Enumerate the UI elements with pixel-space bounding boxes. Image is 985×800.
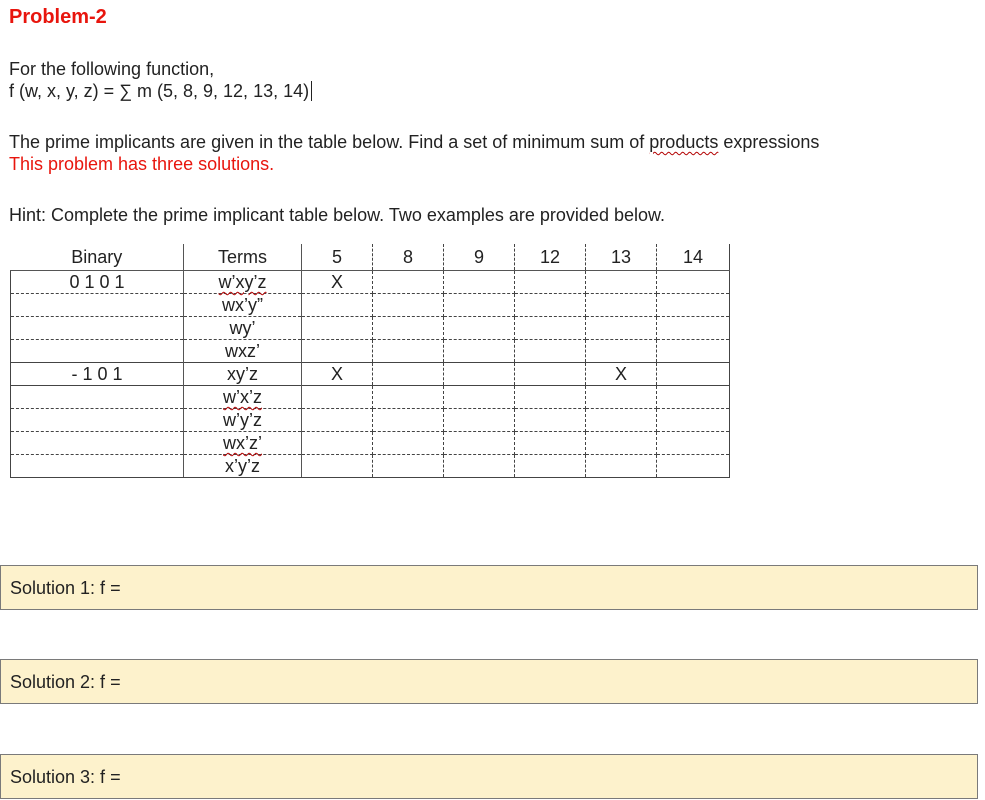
- solution-1-label: Solution 1: f =: [10, 578, 121, 598]
- mark-cell[interactable]: [657, 409, 730, 432]
- mark-cell[interactable]: [586, 294, 657, 317]
- header-binary: Binary: [11, 244, 184, 271]
- binary-cell[interactable]: 0 1 0 1: [11, 271, 184, 294]
- header-minterm-9: 9: [444, 244, 515, 271]
- mark-cell[interactable]: [586, 386, 657, 409]
- mark-cell[interactable]: [657, 294, 730, 317]
- prime-text-after: expressions: [718, 132, 820, 152]
- solution-2-input[interactable]: [126, 671, 830, 694]
- header-minterm-12: 12: [515, 244, 586, 271]
- binary-cell[interactable]: [11, 409, 184, 432]
- table-row: [11, 317, 730, 340]
- mark-cell[interactable]: [586, 455, 657, 478]
- function-text: f (w, x, y, z) = ∑ m (5, 8, 9, 12, 13, 14): [9, 81, 310, 101]
- mark-cell[interactable]: X: [302, 271, 373, 294]
- table-row: [11, 409, 730, 432]
- mark-cell[interactable]: [515, 455, 586, 478]
- mark-cell[interactable]: X: [302, 363, 373, 386]
- mark-cell[interactable]: [302, 294, 373, 317]
- mark-cell[interactable]: [373, 432, 444, 455]
- mark-cell[interactable]: [444, 294, 515, 317]
- header-minterm-13: 13: [586, 244, 657, 271]
- hint-text: Hint: Complete the prime implicant table below. Two examples are provided below.: [9, 205, 666, 225]
- term-cell[interactable]: x’y’z: [184, 455, 302, 478]
- mark-cell[interactable]: [515, 340, 586, 363]
- binary-cell[interactable]: [11, 386, 184, 409]
- mark-cell[interactable]: [444, 363, 515, 386]
- prime-implicants-text: [9, 131, 819, 153]
- mark-cell[interactable]: [444, 432, 515, 455]
- term-cell[interactable]: w’y’z: [184, 409, 302, 432]
- three-solutions-note: This problem has three solutions.: [9, 154, 275, 174]
- text-cursor: [311, 81, 312, 101]
- table-row: [11, 386, 730, 409]
- mark-cell[interactable]: [515, 409, 586, 432]
- mark-cell[interactable]: [373, 294, 444, 317]
- mark-cell[interactable]: [657, 340, 730, 363]
- mark-cell[interactable]: [373, 317, 444, 340]
- header-minterm-8: 8: [373, 244, 444, 271]
- mark-cell[interactable]: [444, 271, 515, 294]
- prime-implicant-table: [10, 244, 730, 478]
- mark-cell[interactable]: [515, 271, 586, 294]
- solution-2-label: Solution 2: f =: [10, 672, 121, 692]
- mark-cell[interactable]: [302, 386, 373, 409]
- term-text: w’xy’z: [218, 272, 267, 292]
- term-text: w’x’z: [223, 387, 262, 407]
- mark-cell[interactable]: [444, 409, 515, 432]
- prime-text-before: The prime implicants are given in the table below. Find a set of minimum sum of: [9, 132, 650, 152]
- mark-cell[interactable]: [657, 317, 730, 340]
- intro-text: For the following function,: [9, 59, 215, 79]
- binary-cell[interactable]: [11, 340, 184, 363]
- solution-3-input[interactable]: [126, 766, 830, 789]
- mark-cell[interactable]: [657, 432, 730, 455]
- solution-3-box[interactable]: [0, 754, 978, 799]
- table-header-row: [11, 244, 730, 271]
- mark-cell[interactable]: [373, 363, 444, 386]
- mark-cell[interactable]: [586, 432, 657, 455]
- table-row: [11, 455, 730, 478]
- mark-cell[interactable]: [586, 317, 657, 340]
- table-row: [11, 340, 730, 363]
- binary-cell[interactable]: [11, 455, 184, 478]
- solution-3-label: Solution 3: f =: [10, 767, 121, 787]
- table-row: [11, 294, 730, 317]
- mark-cell[interactable]: [657, 455, 730, 478]
- mark-cell[interactable]: [657, 271, 730, 294]
- mark-cell[interactable]: [515, 363, 586, 386]
- table-row: [11, 432, 730, 455]
- solution-1-box[interactable]: [0, 565, 978, 610]
- binary-cell[interactable]: [11, 317, 184, 340]
- term-cell[interactable]: [184, 271, 302, 294]
- term-cell[interactable]: [184, 432, 302, 455]
- solution-2-box[interactable]: [0, 659, 978, 704]
- mark-cell[interactable]: [444, 317, 515, 340]
- solution-1-input[interactable]: [126, 577, 830, 600]
- term-cell[interactable]: [184, 386, 302, 409]
- spellcheck-word: products: [649, 132, 719, 152]
- mark-cell[interactable]: [302, 432, 373, 455]
- term-cell[interactable]: wy’: [184, 317, 302, 340]
- mark-cell[interactable]: [302, 409, 373, 432]
- problem-title: Problem-2: [9, 6, 107, 28]
- mark-cell[interactable]: [515, 294, 586, 317]
- mark-cell[interactable]: [302, 317, 373, 340]
- mark-cell[interactable]: [657, 363, 730, 386]
- mark-cell[interactable]: [586, 271, 657, 294]
- function-line[interactable]: [9, 80, 312, 102]
- mark-cell[interactable]: [515, 317, 586, 340]
- mark-cell[interactable]: [444, 340, 515, 363]
- mark-cell[interactable]: [373, 340, 444, 363]
- term-cell[interactable]: wxz’: [184, 340, 302, 363]
- binary-cell[interactable]: - 1 0 1: [11, 363, 184, 386]
- mark-cell[interactable]: [302, 340, 373, 363]
- mark-cell[interactable]: [373, 271, 444, 294]
- mark-cell[interactable]: [515, 386, 586, 409]
- table-row: [11, 271, 730, 294]
- header-minterm-14: 14: [657, 244, 730, 271]
- mark-cell[interactable]: [586, 340, 657, 363]
- mark-cell[interactable]: X: [586, 363, 657, 386]
- binary-cell[interactable]: [11, 432, 184, 455]
- mark-cell[interactable]: [373, 409, 444, 432]
- header-minterm-5: 5: [302, 244, 373, 271]
- mark-cell[interactable]: [302, 455, 373, 478]
- mark-cell[interactable]: [373, 455, 444, 478]
- header-terms: Terms: [184, 244, 302, 271]
- term-cell[interactable]: xy’z: [184, 363, 302, 386]
- mark-cell[interactable]: [444, 455, 515, 478]
- mark-cell[interactable]: [373, 386, 444, 409]
- mark-cell[interactable]: [515, 432, 586, 455]
- mark-cell[interactable]: [657, 386, 730, 409]
- table-row: [11, 363, 730, 386]
- binary-cell[interactable]: [11, 294, 184, 317]
- term-cell[interactable]: wx’y”: [184, 294, 302, 317]
- term-text: wx’z’: [223, 433, 262, 453]
- mark-cell[interactable]: [586, 409, 657, 432]
- mark-cell[interactable]: [444, 386, 515, 409]
